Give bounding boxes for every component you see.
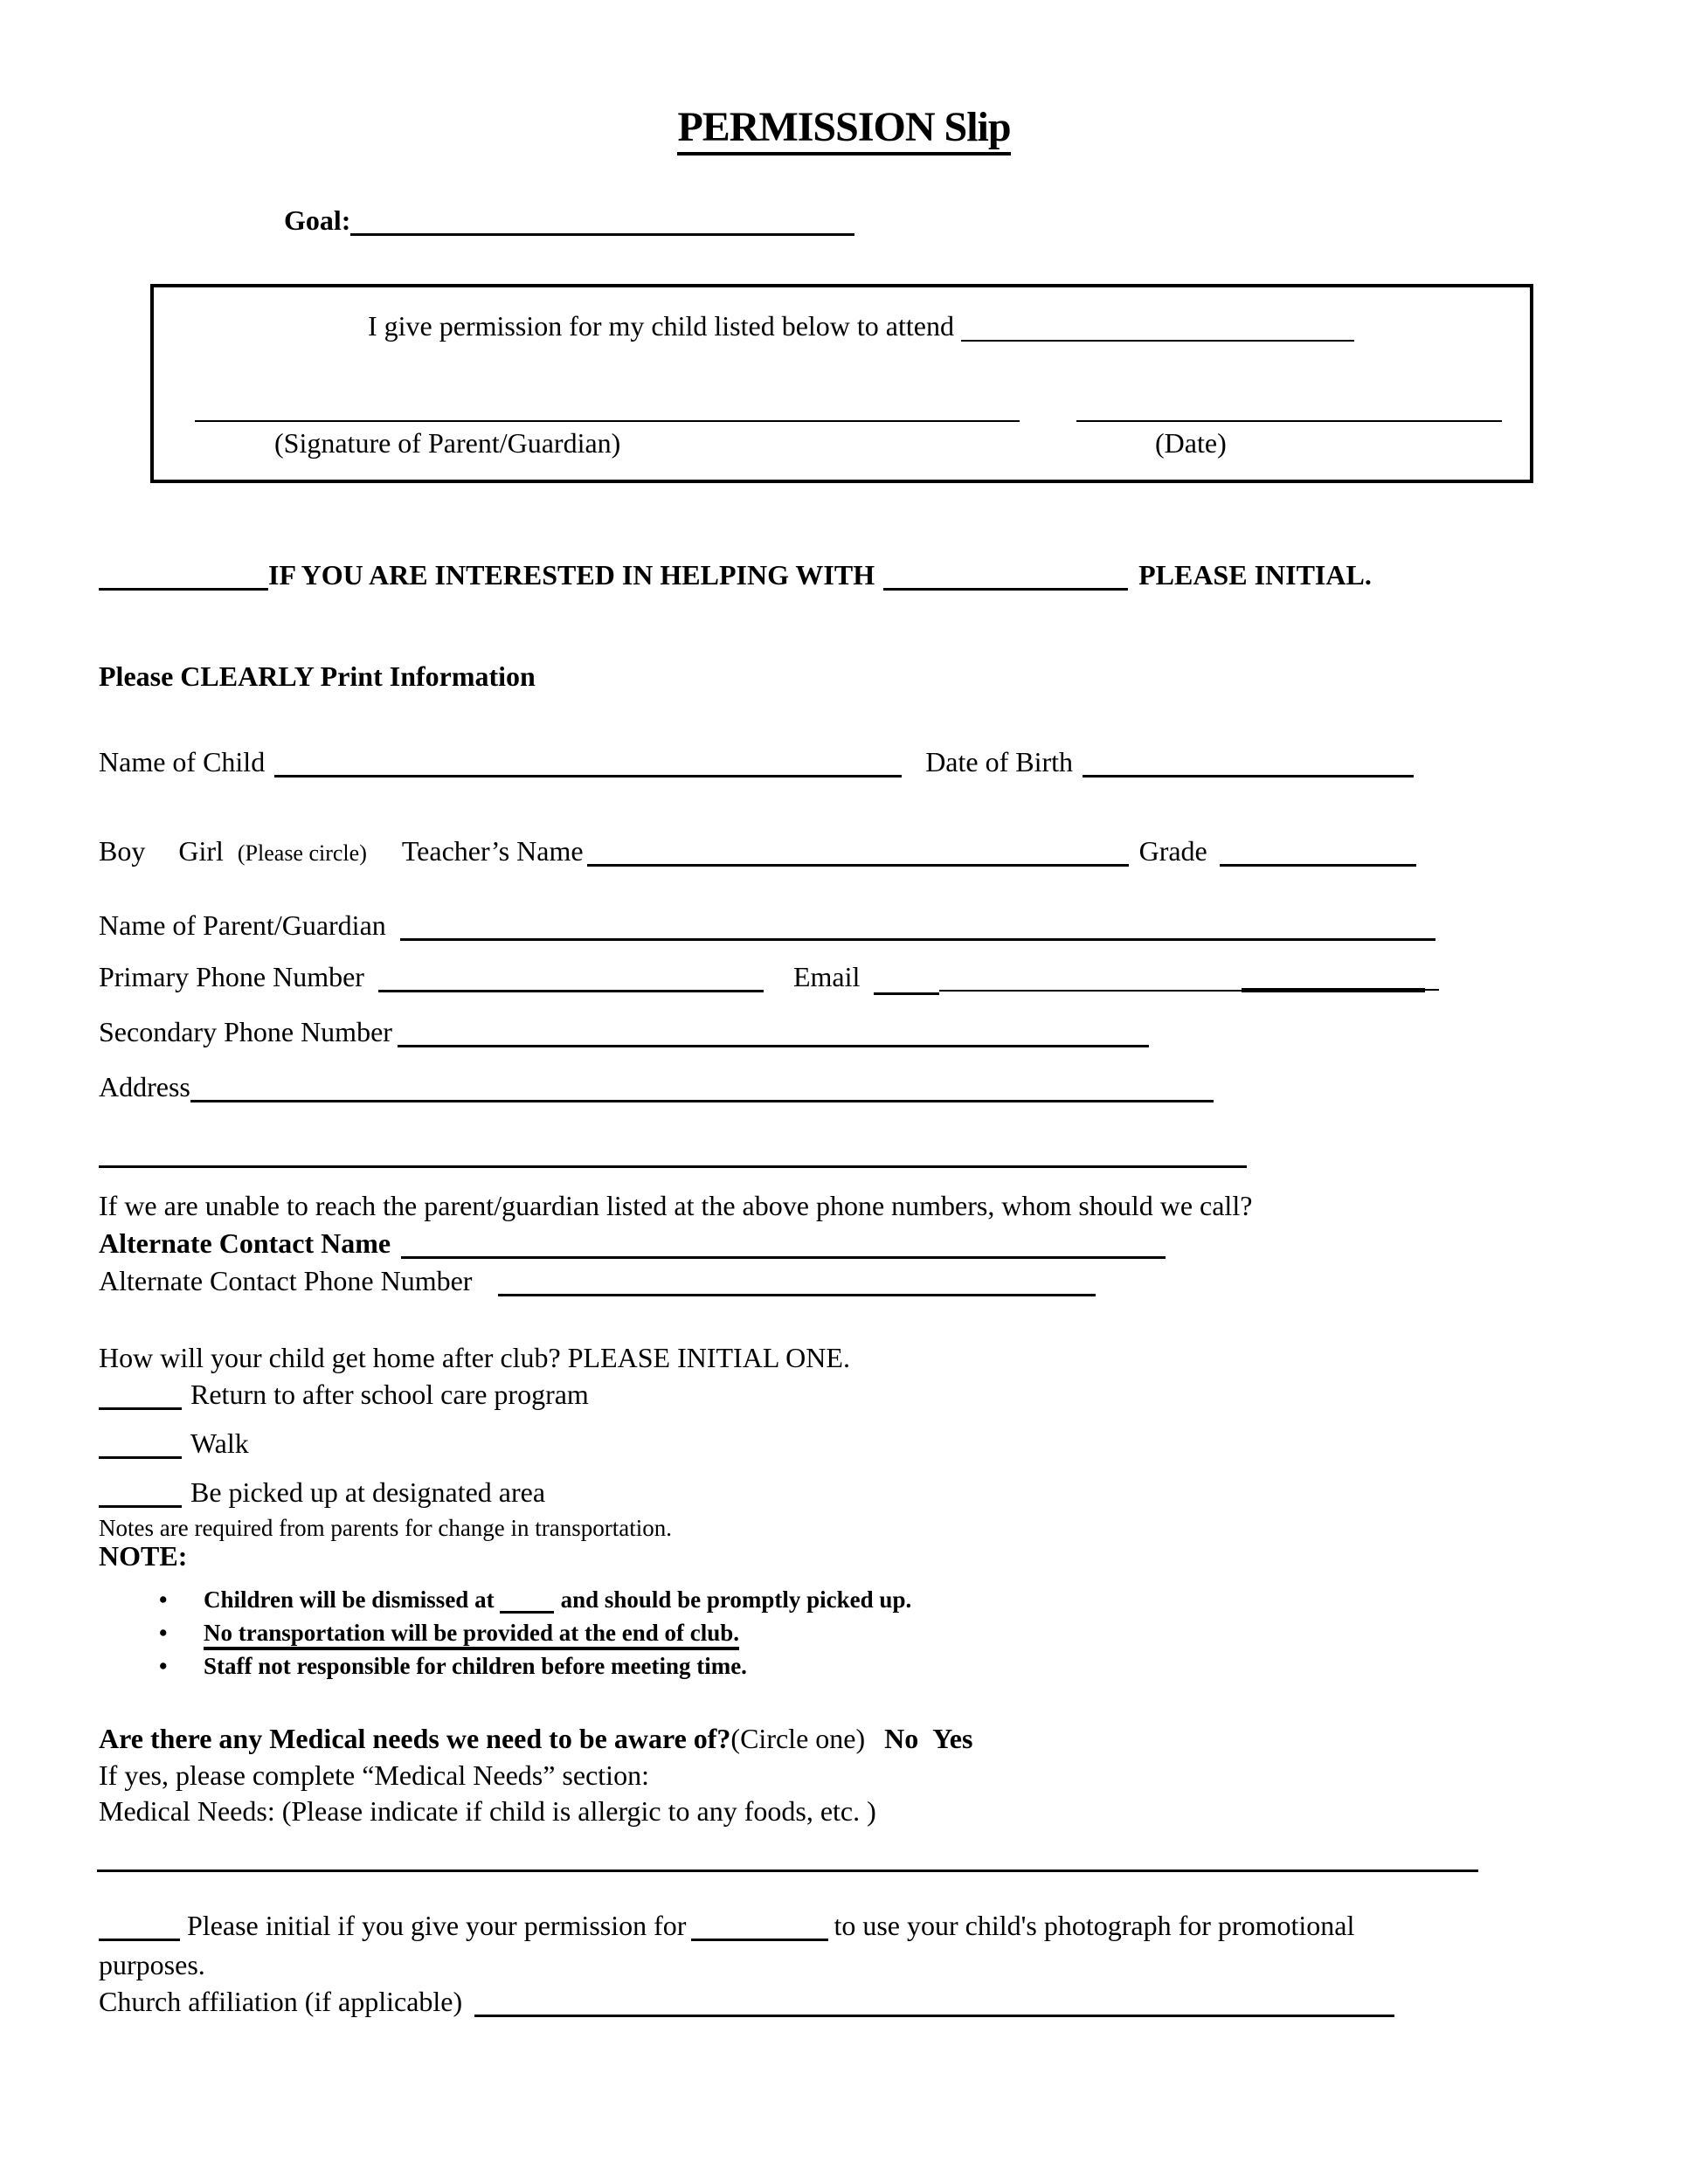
parent-guardian-label: Name of Parent/Guardian <box>99 909 386 941</box>
bullet1-blank[interactable] <box>500 1611 554 1614</box>
page-title: PERMISSION Slip <box>677 104 1010 156</box>
church-label: Church affiliation (if applicable) <box>99 1986 463 2017</box>
address-continuation-line[interactable] <box>99 1165 1247 1168</box>
bullet1-text-after: and should be promptly picked up. <box>560 1586 912 1613</box>
teachers-name-blank[interactable] <box>587 864 1129 867</box>
note-heading: NOTE: <box>99 1540 188 1572</box>
please-circle-note: (Please circle) <box>237 840 367 866</box>
email-blank-tail[interactable] <box>1425 989 1439 991</box>
secondary-phone-blank[interactable] <box>398 1045 1149 1047</box>
medical-needs-line[interactable] <box>97 1870 1478 1872</box>
permission-box <box>150 284 1533 483</box>
note-bullet-2 <box>159 1620 739 1647</box>
transport-option-row-3 <box>99 1476 545 1509</box>
alternate-phone-blank[interactable] <box>498 1294 1096 1296</box>
photo-text-before: Please initial if you give your permission for <box>187 1910 687 1941</box>
date-of-birth-label: Date of Birth <box>925 746 1074 778</box>
transport-option-row-2 <box>99 1427 249 1460</box>
transport-option-label-2: Walk <box>190 1427 249 1459</box>
date-of-birth-blank[interactable] <box>1083 775 1414 778</box>
address-blank[interactable] <box>190 1100 1214 1102</box>
bullet-dot-icon: • <box>159 1620 168 1646</box>
bullet2-text: No transportation will be provided at the end of club. <box>204 1620 739 1650</box>
email-blank-start[interactable] <box>874 992 939 995</box>
alternate-name-label: Alternate Contact Name <box>99 1227 391 1259</box>
signature-caption: (Signature of Parent/Guardian) <box>274 427 621 459</box>
transport-option-blank-1[interactable] <box>99 1407 182 1410</box>
address-label: Address <box>99 1071 190 1102</box>
alternate-phone-row <box>99 1265 1096 1297</box>
medical-question: Are there any Medical needs we need to be aware of? <box>99 1723 731 1754</box>
alternate-name-blank[interactable] <box>401 1256 1166 1259</box>
transport-option-label-3: Be picked up at designated area <box>190 1476 546 1508</box>
child-row <box>99 746 1414 778</box>
email-blank-bold[interactable] <box>1242 988 1425 992</box>
signature-line[interactable] <box>195 420 1020 422</box>
name-of-child-label: Name of Child <box>99 746 266 778</box>
church-row <box>99 1986 1394 2018</box>
primary-phone-blank[interactable] <box>378 990 764 992</box>
parent-guardian-blank[interactable] <box>400 938 1435 941</box>
print-heading: Please CLEARLY Print Information <box>99 660 536 692</box>
transport-question: How will your child get home after club? PLEASE INITIAL ONE. <box>99 1342 850 1373</box>
permission-statement-row <box>368 310 1354 342</box>
alternate-phone-label: Alternate Contact Phone Number <box>99 1265 473 1296</box>
photo-continuation: purposes. <box>99 1949 205 1980</box>
goal-row <box>284 204 854 237</box>
name-of-child-blank[interactable] <box>274 775 902 778</box>
grade-label: Grade <box>1138 835 1207 867</box>
alternate-name-row <box>99 1227 1166 1260</box>
note-bullet-1 <box>159 1586 911 1614</box>
medical-needs-label: Medical Needs: (Please indicate if child is allergic to any foods, etc. ) <box>99 1795 876 1827</box>
transport-option-label-1: Return to after school care program <box>190 1379 589 1410</box>
date-caption: (Date) <box>1155 427 1227 459</box>
medical-yes-option[interactable]: Yes <box>932 1723 973 1754</box>
transport-option-blank-3[interactable] <box>99 1505 182 1508</box>
helping-row <box>99 559 1372 591</box>
medical-question-row <box>99 1723 972 1755</box>
email-label: Email <box>792 961 861 992</box>
teachers-name-label: Teacher’s Name <box>401 835 584 867</box>
note-bullet-3 <box>159 1653 747 1680</box>
date-line[interactable] <box>1076 420 1502 422</box>
permission-statement: I give permission for my child listed below to attend <box>368 310 954 342</box>
medical-no-option[interactable]: No <box>884 1723 919 1754</box>
bullet3-text: Staff not responsible for children before meeting time. <box>204 1653 747 1679</box>
medical-if-yes: If yes, please complete “Medical Needs” section: <box>99 1759 649 1791</box>
primary-phone-row <box>99 961 1439 995</box>
transport-option-blank-2[interactable] <box>99 1456 182 1459</box>
bullet-dot-icon: • <box>159 1586 168 1613</box>
photo-permission-row <box>99 1910 1354 1942</box>
girl-option[interactable]: Girl <box>178 835 224 867</box>
bullet1-text-before: Children will be dismissed at <box>204 1586 495 1613</box>
helping-text: IF YOU ARE INTERESTED IN HELPING WITH <box>268 559 875 591</box>
helping-with-blank[interactable] <box>883 588 1128 591</box>
alternate-intro: If we are unable to reach the parent/guardian listed at the above phone numbers, whom should we call? <box>99 1190 1253 1221</box>
goal-blank[interactable] <box>350 233 854 236</box>
page-title-row <box>0 103 1688 151</box>
primary-phone-label: Primary Phone Number <box>99 961 364 992</box>
email-blank-mid[interactable] <box>939 990 1242 992</box>
church-blank[interactable] <box>474 2015 1394 2017</box>
address-row <box>99 1071 1214 1103</box>
grade-blank[interactable] <box>1220 864 1416 867</box>
helping-initial-blank[interactable] <box>99 588 268 591</box>
goal-label: Goal: <box>284 204 351 236</box>
photo-initial-blank[interactable] <box>99 1939 180 1941</box>
secondary-phone-label: Secondary Phone Number <box>99 1016 392 1047</box>
photo-text-after: to use your child's photograph for promotional <box>834 1910 1355 1941</box>
circle-one-note: (Circle one) <box>730 1723 866 1754</box>
secondary-phone-row <box>99 1016 1149 1048</box>
helping-suffix: PLEASE INITIAL. <box>1138 559 1372 591</box>
transport-option-row-1 <box>99 1379 589 1411</box>
transport-notes: Notes are required from parents for change in transportation. <box>99 1515 673 1541</box>
boy-option[interactable]: Boy <box>99 835 146 867</box>
bullet-dot-icon: • <box>159 1653 168 1679</box>
gender-teacher-row <box>99 835 1416 867</box>
photo-org-blank[interactable] <box>691 1939 828 1941</box>
attend-blank[interactable] <box>961 340 1354 342</box>
parent-row <box>99 909 1435 942</box>
